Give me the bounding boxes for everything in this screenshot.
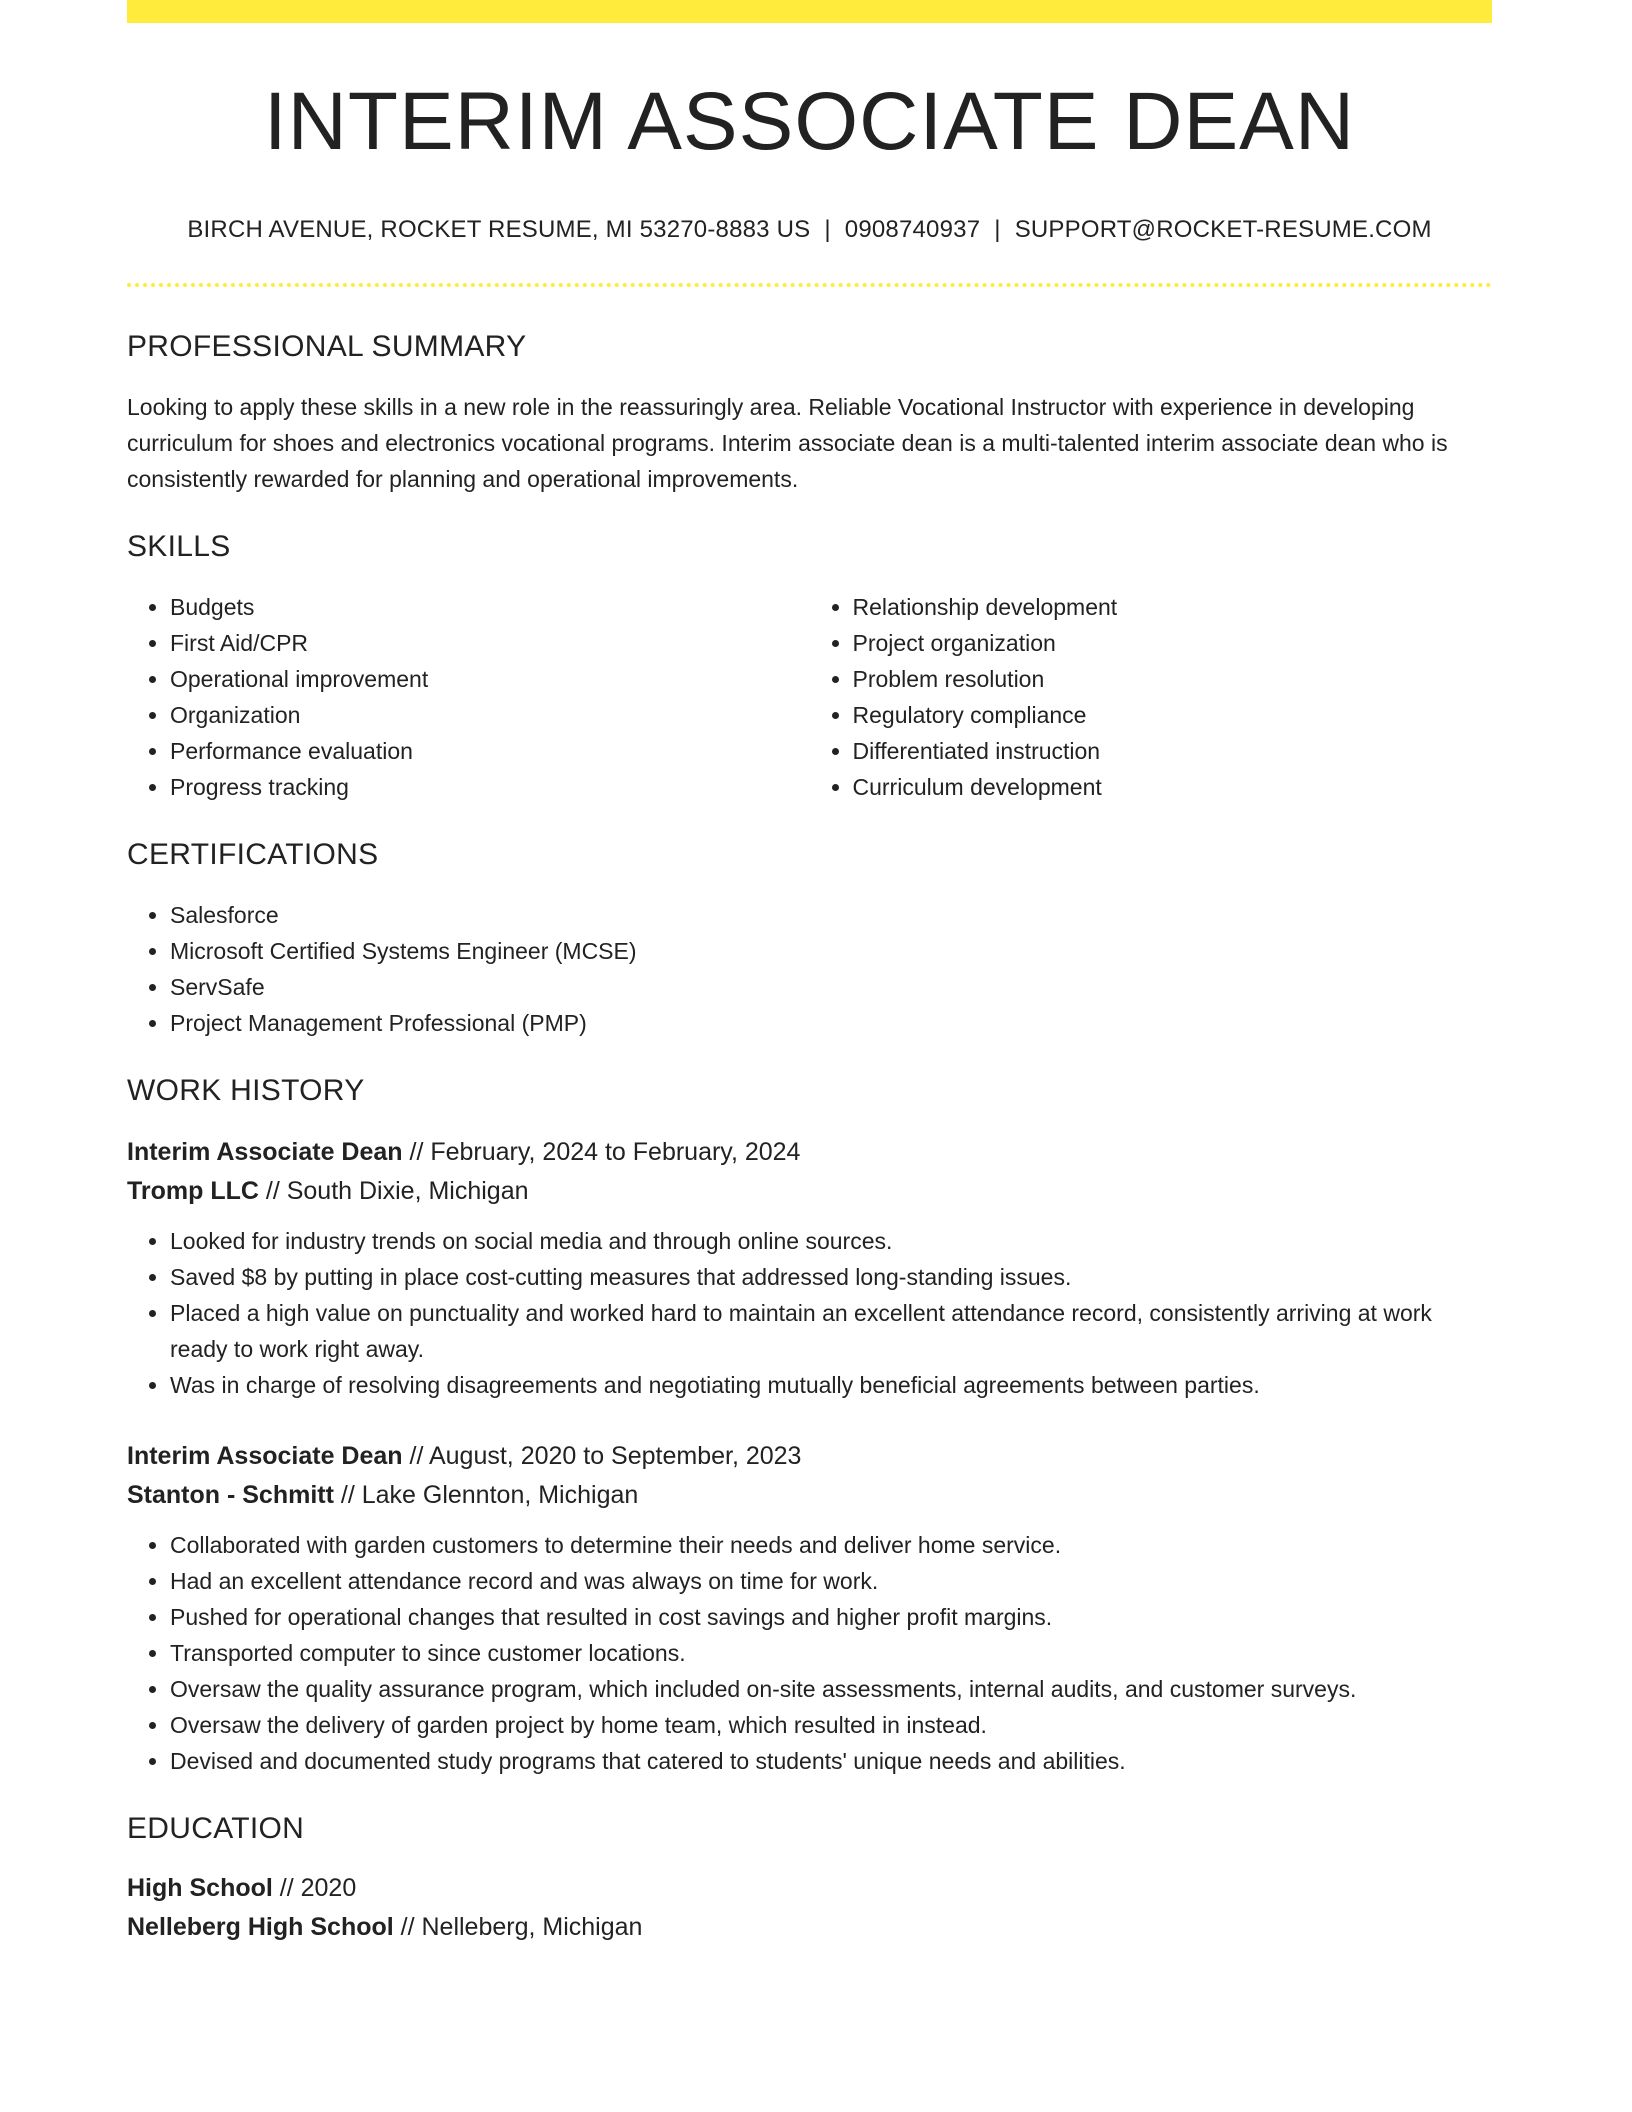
contact-line: [127, 216, 1492, 245]
skill-item: • Budgets: [170, 589, 810, 625]
job-entry: [127, 1437, 1492, 1779]
job-title-line: [127, 1133, 1492, 1172]
job-bullet: • Looked for industry trends on social media and through online sources.: [170, 1223, 1492, 1259]
contact-separator: |: [824, 216, 831, 243]
certification-item: • Salesforce: [170, 897, 1492, 933]
skill-item: • Progress tracking: [170, 769, 810, 805]
job-bullet: • Had an excellent attendance record and was always on time for work.: [170, 1563, 1492, 1599]
education-year: // 2020: [272, 1873, 357, 1902]
skills-columns: [127, 589, 1492, 805]
job-title-line: [127, 1437, 1492, 1476]
job-company: Tromp LLC: [127, 1176, 259, 1205]
job-bullet: • Oversaw the quality assurance program, which included on-site assessments, internal audits, and customer surveys.: [170, 1671, 1492, 1707]
education-school: Nelleberg High School: [127, 1912, 394, 1941]
work-history-heading: WORK HISTORY: [127, 1073, 365, 1107]
job-company-line: [127, 1476, 1492, 1515]
skill-item: • Curriculum development: [853, 769, 1493, 805]
dotted-divider: [127, 283, 1492, 287]
skill-item: • Organization: [170, 697, 810, 733]
education-school-line: [127, 1908, 1492, 1947]
job-company: Stanton - Schmitt: [127, 1480, 334, 1509]
skills-left-list: [127, 589, 810, 805]
summary-heading: PROFESSIONAL SUMMARY: [127, 329, 527, 363]
education-degree: High School: [127, 1873, 273, 1902]
skill-item: • Differentiated instruction: [853, 733, 1493, 769]
job-bullet: • Was in charge of resolving disagreements and negotiating mutually beneficial agreements between parties.: [170, 1367, 1492, 1403]
education-entry: [127, 1869, 1492, 1947]
skill-item: • First Aid/CPR: [170, 625, 810, 661]
education-location: // Nelleberg, Michigan: [393, 1912, 643, 1941]
job-dates: // August, 2020 to September, 2023: [402, 1441, 802, 1470]
contact-address: BIRCH AVENUE, ROCKET RESUME, MI 53270-8883 US: [187, 216, 811, 243]
certification-item: • Project Management Professional (PMP): [170, 1005, 1492, 1041]
resume-page: [127, 0, 1492, 1947]
job-bullet: • Saved $8 by putting in place cost-cutting measures that addressed long-standing issues.: [170, 1259, 1492, 1295]
job-bullet: • Placed a high value on punctuality and worked hard to maintain an excellent attendance record, consistently arriving at work ready to work right away.: [170, 1295, 1492, 1367]
contact-email: SUPPORT@ROCKET-RESUME.COM: [1014, 216, 1432, 243]
accent-top-bar: [127, 0, 1492, 23]
certifications-list: [127, 897, 1492, 1041]
job-bullet: • Transported computer to since customer locations.: [170, 1635, 1492, 1671]
job-bullet: • Collaborated with garden customers to determine their needs and deliver home service.: [170, 1527, 1492, 1563]
job-bullet: • Devised and documented study programs that catered to students' unique needs and abilities.: [170, 1743, 1492, 1779]
skills-heading: SKILLS: [127, 529, 231, 563]
candidate-title: INTERIM ASSOCIATE DEAN: [263, 76, 1356, 167]
skill-item: • Relationship development: [853, 589, 1493, 625]
skill-item: • Problem resolution: [853, 661, 1493, 697]
skills-right-list: [810, 589, 1493, 805]
certifications-heading: CERTIFICATIONS: [127, 837, 379, 871]
skill-item: • Project organization: [853, 625, 1493, 661]
job-dates: // February, 2024 to February, 2024: [402, 1137, 801, 1166]
certification-item: • Microsoft Certified Systems Engineer (MCSE): [170, 933, 1492, 969]
job-title: Interim Associate Dean: [127, 1441, 403, 1470]
job-bullets: [127, 1527, 1492, 1779]
job-bullet: • Pushed for operational changes that resulted in cost savings and higher profit margins.: [170, 1599, 1492, 1635]
job-entry: [127, 1133, 1492, 1403]
skill-item: • Regulatory compliance: [853, 697, 1493, 733]
job-bullet: • Oversaw the delivery of garden project by home team, which resulted in instead.: [170, 1707, 1492, 1743]
education-degree-line: [127, 1869, 1492, 1908]
skill-item: • Operational improvement: [170, 661, 810, 697]
certification-item: • ServSafe: [170, 969, 1492, 1005]
job-company-line: [127, 1172, 1492, 1211]
job-location: // Lake Glennton, Michigan: [333, 1480, 639, 1509]
education-heading: EDUCATION: [127, 1811, 305, 1845]
summary-text: Looking to apply these skills in a new role in the reassuringly area. Reliable Vocational Instructor with experience in developing curriculum for shoes and electronics vocational programs. Interim associate dean is a multi-talented interim associate dean who is consistently rewarded for planning and operational improvements.: [127, 393, 1448, 492]
contact-separator: |: [994, 216, 1001, 243]
job-title: Interim Associate Dean: [127, 1137, 403, 1166]
job-bullets: [127, 1223, 1492, 1403]
job-location: // South Dixie, Michigan: [258, 1176, 529, 1205]
skill-item: • Performance evaluation: [170, 733, 810, 769]
contact-phone: 0908740937: [844, 216, 981, 243]
